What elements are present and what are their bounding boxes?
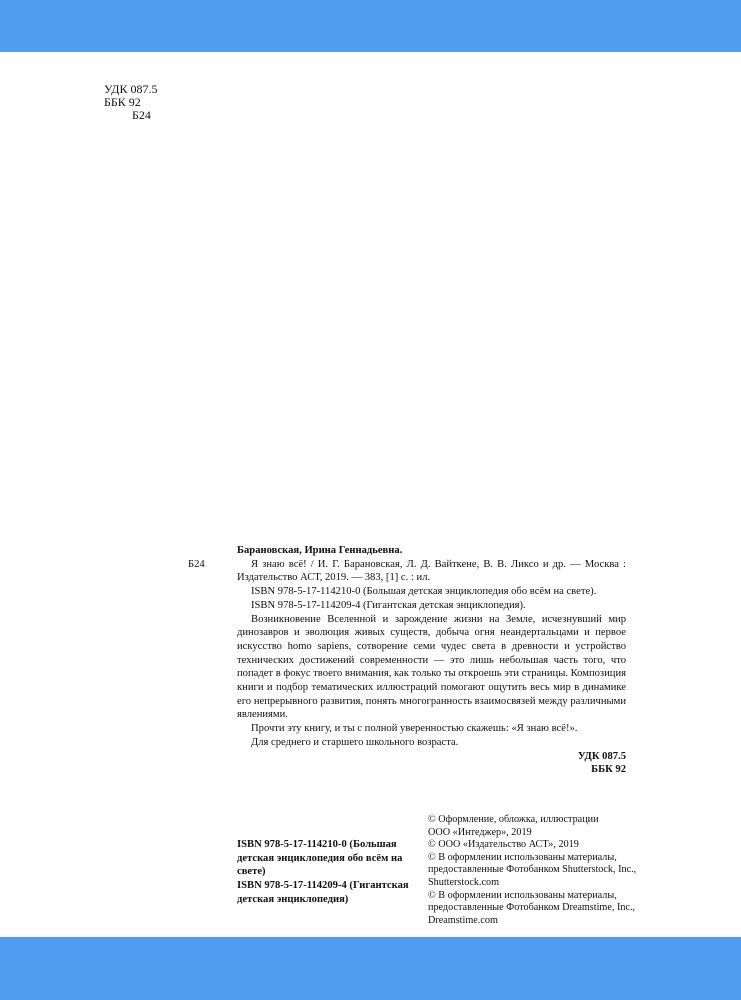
card-author: Барановская, Ирина Геннадьевна. bbox=[237, 545, 403, 556]
bottom-band bbox=[0, 937, 741, 1000]
author-sign: Б24 bbox=[132, 108, 151, 122]
copyright-line: Dreamstime.com bbox=[428, 914, 498, 926]
card-appeal: Прочти эту книгу, и ты с полной уверенностью скажешь: «Я знаю всё!». bbox=[251, 723, 578, 735]
card-isbn-1: ISBN 978-5-17-114210-0 (Большая детская энциклопедия обо всём на свете). bbox=[251, 586, 597, 598]
copyright-line: ООО «Интеджер», 2019 bbox=[428, 826, 532, 838]
card-title-line: Я знаю всё! / И. Г. Барановская, Л. Д. Вайткене, В. В. Ликсо и др. — Москва : Издательство АСТ, 2019. — 383, [1] с. : ил. bbox=[237, 558, 626, 584]
card-body bbox=[237, 558, 626, 777]
card-audience: Для среднего и старшего школьного возраста. bbox=[251, 736, 459, 748]
copyright-line: © ООО «Издательство АСТ», 2019 bbox=[428, 839, 579, 851]
copyright-line: предоставленные Фотобанком Dreamstime, Inc., bbox=[428, 902, 636, 914]
card-udk: УДК 087.5 bbox=[577, 750, 626, 762]
classification-header bbox=[104, 83, 157, 122]
isbn-line-1: ISBN 978-5-17-114210-0 (Большая детская энциклопедия обо всём на свете) bbox=[237, 839, 403, 878]
card-bbk: ББК 92 bbox=[591, 764, 626, 776]
card-isbn-2: ISBN 978-5-17-114209-4 (Гигантская детская энциклопедия). bbox=[251, 599, 526, 611]
bbk-code: ББК 92 bbox=[104, 95, 141, 109]
udk-code: УДК 087.5 bbox=[104, 82, 158, 96]
copyright-block bbox=[428, 814, 637, 927]
copyright-line: © В оформлении использованы материалы, bbox=[428, 851, 617, 863]
catalog-card bbox=[188, 544, 626, 777]
isbn-line-2: ISBN 978-5-17-114209-4 (Гигантская детская энциклопедия) bbox=[237, 880, 409, 905]
card-annotation: Возникновение Вселенной и зарождение жизни на Земле, исчезнувший мир динозавров и эволюция живых существ, добыча огня неандертальцами и первое искусство homo sapiens, сотворение семи чудес света в древности и устройство технических достижений современности — это лишь небольшая часть того, что попадет в фокус твоего внимания, как только ты откроешь эти страницы. Композиция книги и подбор тематических иллюстраций помогают ощутить весь мир в динамике его непрерывного развития, понять многогранность взаимосвязей между различными явлениями. bbox=[237, 613, 626, 721]
copyright-line: © Оформление, обложка, иллюстрации bbox=[428, 814, 599, 825]
isbn-block bbox=[237, 838, 415, 907]
copyright-line: Shutterstock.com bbox=[428, 876, 500, 888]
copyright-line: © В оформлении использованы материалы, bbox=[428, 889, 617, 901]
card-author-sign: Б24 bbox=[188, 558, 205, 570]
copyright-line: предоставленные Фотобанком Shutterstock, Inc., bbox=[428, 864, 637, 876]
top-band bbox=[0, 0, 741, 52]
